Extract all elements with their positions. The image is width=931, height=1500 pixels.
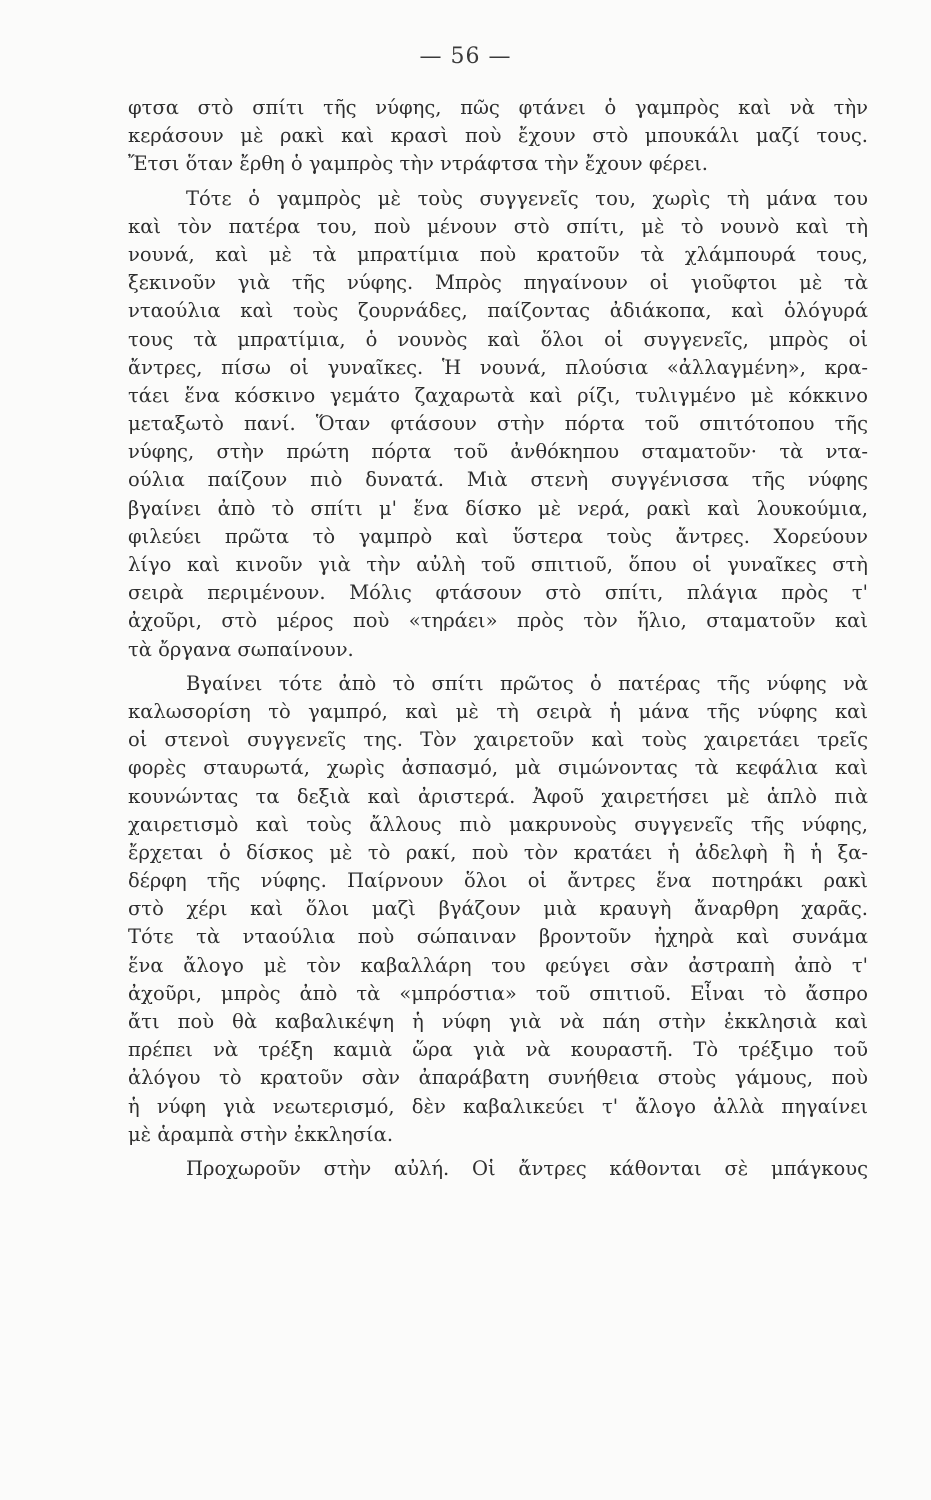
text-line: πρέπει νὰ τρέξη καμιὰ ὥρα γιὰ νὰ κουραστῆ. Τὸ τρέξιμο τοῦ (128, 1038, 868, 1062)
page-number: — 56 — (419, 44, 512, 69)
text-line: Ἔτσι ὅταν ἔρθη ὁ γαμπρὸς τὴν ντράφτσα τὴν ἔχουν φέρει. (128, 152, 709, 176)
text-line: καλωσορίση τὸ γαμπρό, καὶ μὲ τὴ σειρὰ ἡ μάνα τῆς νύφης καὶ (128, 699, 868, 723)
text-line: τὰ ὄργανα σωπαίνουν. (128, 637, 354, 661)
text-line: ἔρχεται ὁ δίσκος μὲ τὸ ρακί, ποὺ τὸν κρατάει ἡ ἀδελφὴ ἢ ἡ ξα- (128, 840, 868, 864)
text-line: δέρφη τῆς νύφης. Παίρνουν ὅλοι οἱ ἄντρες ἕνα ποτηράκι ρακὶ (128, 869, 868, 893)
text-line: στὸ χέρι καὶ ὅλοι μαζὶ βγάζουν μιὰ κραυγὴ ἄναρθρη χαρᾶς. (128, 897, 868, 921)
text-line: ἀλόγου τὸ κρατοῦν σὰν ἀπαράβατη συνήθεια στοὺς γάμους, ποὺ (128, 1066, 868, 1090)
text-line: νουνά, καὶ μὲ τὰ μπρατίμια ποὺ κρατοῦν τὰ χλάμπουρά τους, (128, 242, 868, 266)
text-line: ἄτι ποὺ θὰ καβαλικέψη ἡ νύφη γιὰ νὰ πάη στὴν ἐκκλησιὰ καὶ (128, 1010, 868, 1033)
text-line: νταούλια καὶ τοὺς ζουρνάδες, παίζοντας ἀδιάκοπα, καὶ ὁλόγυρά (128, 299, 868, 323)
text-line: κεράσουν μὲ ρακὶ καὶ κρασὶ ποὺ ἔχουν στὸ μπουκάλι μαζί τους. (128, 124, 868, 148)
text-line: Βγαίνει τότε ἀπὸ τὸ σπίτι πρῶτος ὁ πατέρας τῆς νύφης νὰ (186, 671, 868, 695)
text-line: ούλια παίζουν πιὸ δυνατά. Μιὰ στενὴ συγγένισσα τῆς νύφης (128, 468, 868, 492)
text-line: ἄντρες, πίσω οἱ γυναῖκες. Ἡ νουνά, πλούσια «ἀλλαγμένη», κρα- (128, 355, 868, 379)
text-line: Προχωροῦν στὴν αὐλή. Οἱ ἄντρες κάθονται σὲ μπάγκους (186, 1156, 868, 1180)
text-line: ἡ νύφη γιὰ νεωτερισμό, δὲν καβαλικεύει τ' ἄλογο ἀλλὰ πηγαίνει (128, 1094, 868, 1118)
text-line: βγαίνει ἀπὸ τὸ σπίτι μ' ἕνα δίσκο μὲ νερά, ρακὶ καὶ λουκούμια, (128, 496, 868, 520)
text-line: μεταξωτὸ πανί. Ὅταν φτάσουν στὴν πόρτα τοῦ σπιτότοπου τῆς (128, 412, 868, 436)
text-line: νύφης, στὴν πρώτη πόρτα τοῦ ἀνθόκηπου σταματοῦν· τὰ ντα- (128, 440, 868, 464)
text-line: Τότε ὁ γαμπρὸς μὲ τοὺς συγγενεῖς του, χωρὶς τὴ μάνα του (186, 186, 868, 210)
text-line: οἱ στενοὶ συγγενεῖς της. Τὸν χαιρετοῦν καὶ τοὺς χαιρετάει τρεῖς (128, 728, 868, 752)
text-line: τους τὰ μπρατίμια, ὁ νουνὸς καὶ ὅλοι οἱ συγγενεῖς, μπρὸς οἱ (128, 327, 868, 351)
text-line: σειρὰ περιμένουν. Μόλις φτάσουν στὸ σπίτι, πλάγια πρὸς τ' (128, 581, 868, 605)
text-line: φορὲς σταυρωτά, χωρὶς ἀσπασμό, μὰ σιμώνοντας τὰ κεφάλια καὶ (128, 756, 868, 780)
text-line: μὲ ἁραμπὰ στὴν ἐκκλησία. (128, 1122, 394, 1146)
body-text (128, 94, 868, 1183)
text-line: καὶ τὸν πατέρα του, ποὺ μένουν στὸ σπίτι, μὲ τὸ νουνὸ καὶ τὴ (128, 214, 868, 238)
text-line: φτσα στὸ σπίτι τῆς νύφης, πῶς φτάνει ὁ γαμπρὸς καὶ νὰ τὴν (128, 96, 868, 119)
text-line: λίγο καὶ κινοῦν γιὰ τὴν αὐλὴ τοῦ σπιτιοῦ, ὅπου οἱ γυναῖκες στὴ (128, 553, 868, 576)
text-line: κουνώντας τα δεξιὰ καὶ ἀριστερά. Ἀφοῦ χαιρετήσει μὲ ἁπλὸ πιὰ (128, 784, 868, 808)
text-line: ξεκινοῦν γιὰ τῆς νύφης. Μπρὸς πηγαίνουν οἱ γιοῦφτοι μὲ τὰ (128, 271, 868, 295)
text-line: φιλεύει πρῶτα τὸ γαμπρὸ καὶ ὕστερα τοὺς ἄντρες. Χορεύουν (128, 524, 868, 548)
text-line: χαιρετισμὸ καὶ τοὺς ἄλλους πιὸ μακρυνοὺς συγγενεῖς τῆς νύφης, (128, 812, 868, 836)
text-line: τάει ἕνα κόσκινο γεμάτο ζαχαρωτὰ καὶ ρίζι, τυλιγμένο μὲ κόκκινο (128, 383, 868, 407)
text-line: Τότε τὰ νταούλια ποὺ σώπαιναν βροντοῦν ἠχηρὰ καὶ συνάμα (128, 925, 868, 949)
text-line: ἀχοῦρι, στὸ μέρος ποὺ «τηράει» πρὸς τὸν ἥλιο, σταματοῦν καὶ (128, 609, 868, 633)
text-line: ἀχοῦρι, μπρὸς ἀπὸ τὰ «μπρόστια» τοῦ σπιτιοῦ. Εἶναι τὸ ἄσπρο (128, 981, 868, 1005)
text-line: ἕνα ἄλογο μὲ τὸν καβαλλάρη του φεύγει σὰν ἀστραπὴ ἀπὸ τ' (128, 953, 868, 977)
